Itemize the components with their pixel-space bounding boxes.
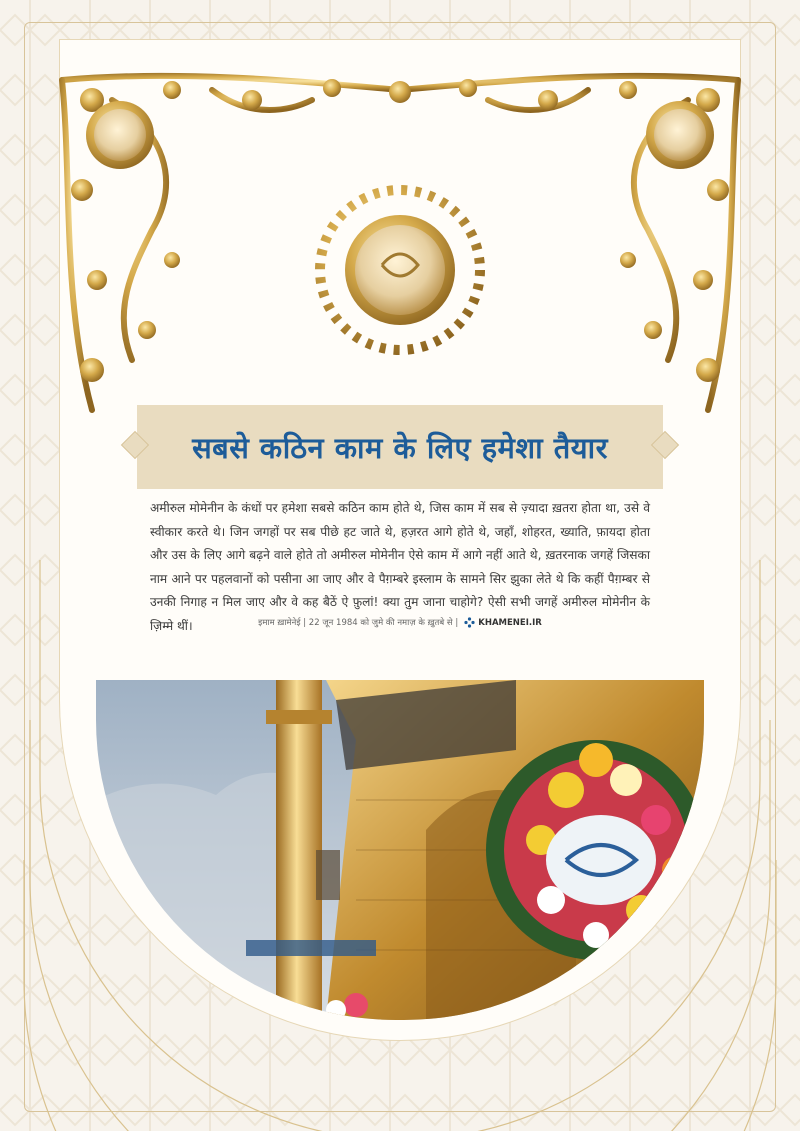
page-title: सबसे कठिन काम के लिए हमेशा तैयार	[192, 430, 608, 465]
logo-text: KHAMENEI.IR	[478, 617, 542, 628]
credit-text: इमाम ख़ामेनेई | 22 जून 1984 को जुमे की नमाज़ के ख़ुतबे से |	[258, 618, 459, 628]
quote-paragraph: अमीरुल मोमेनीन के कंधों पर हमेशा सबसे कठिन काम होते थे, जिस काम में सब से ज़्यादा ख़तरा होता था, उसे वे स्वीकार करते थे। जिन जगहों पर सब पीछे हट जाते थे, हज़रत आगे होते थे, जहाँ, शोहरत, ख्याति, फ़ायदा होता और उस के लिए आगे बढ़ने वाले होते तो अमीरुल मोमेनीन ऐसे काम में आगे नहीं आते थे, ख़तरनाक जगहें जिसका नाम आने पर पहलवानों को पसीना आ जाए और वे पैग़म्बरे इस्लाम के सामने सिर झुका लेते थे कि कहीं पैग़म्बर से उनकी निगाह न मिल जाए और वे कह बैठें ऐ फ़ुलां! क्या तुम जाना चाहोगे? ऐसी सभी जगहें अमीरुल मोमेनीन के ज़िम्मे थीं।	[150, 501, 650, 633]
khamenei-logo[interactable]	[464, 617, 542, 628]
ya-ali-medallion-icon	[86, 101, 714, 350]
gold-floral-ornament	[52, 60, 748, 430]
khamenei-logo-icon	[464, 617, 475, 628]
title-banner	[137, 405, 663, 489]
source-credit	[150, 617, 650, 628]
